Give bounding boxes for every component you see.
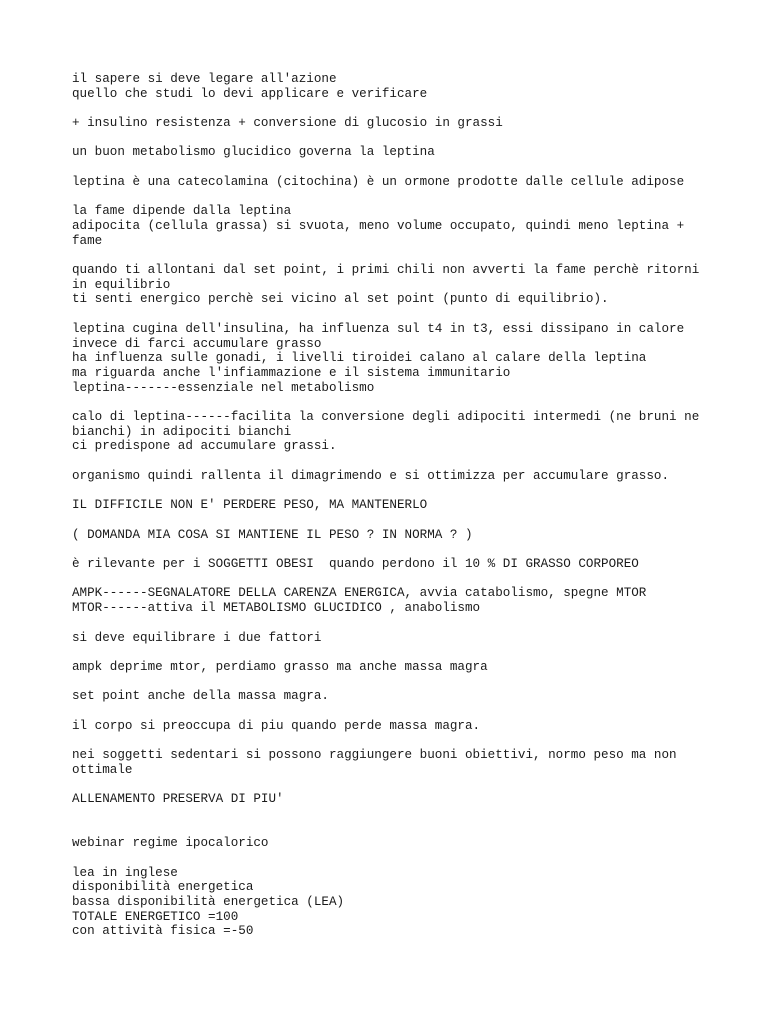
text-line: con attività fisica =-50 (72, 924, 254, 939)
text-line: un buon metabolismo glucidico governa la leptina (72, 145, 435, 160)
paragraph (72, 72, 712, 101)
text-line: bassa disponibilità energetica (LEA) (72, 895, 345, 910)
paragraph (72, 116, 712, 131)
text-line: il corpo si preoccupa di piu quando perde massa magra. (72, 718, 481, 733)
text-line: la fame dipende dalla leptina (72, 204, 292, 219)
paragraph (72, 528, 712, 543)
paragraph (72, 204, 712, 248)
blank-gap (72, 822, 712, 837)
paragraph (72, 322, 712, 396)
text-line: adipocita (cellula grassa) si svuota, meno volume occupato, quindi meno leptina + fame (72, 218, 692, 248)
text-line: leptina-------essenziale nel metabolismo (72, 380, 375, 395)
text-line: disponibilità energetica (72, 880, 254, 895)
paragraph (72, 660, 712, 675)
paragraph (72, 792, 712, 807)
text-line: quando ti allontani dal set point, i primi chili non avverti la fame perchè ritorni in equilibrio (72, 263, 707, 292)
text-line: il sapere si deve legare all'azione (72, 72, 337, 86)
document-page (72, 72, 712, 954)
text-line: organismo quindi rallenta il dimagrimendo e si ottimizza per accumulare grasso. (72, 468, 670, 483)
paragraph (72, 175, 712, 190)
paragraph (72, 748, 712, 777)
text-line: ALLENAMENTO PRESERVA DI PIU' (72, 792, 284, 807)
text-line: quello che studi lo devi applicare e verificare (72, 86, 428, 101)
paragraph (72, 557, 712, 572)
paragraph (72, 469, 712, 484)
paragraph (72, 836, 712, 851)
text-line: webinar regime ipocalorico (72, 836, 269, 851)
text-line: IL DIFFICILE NON E' PERDERE PESO, MA MANTENERLO (72, 498, 428, 513)
paragraph (72, 263, 712, 307)
paragraph (72, 498, 712, 513)
text-line: ha influenza sulle gonadi, i livelli tiroidei calano al calare della leptina (72, 351, 647, 366)
text-line: ( DOMANDA MIA COSA SI MANTIENE IL PESO ? IN NORMA ? ) (72, 527, 473, 542)
text-line: lea in inglese (72, 865, 178, 880)
text-line: set point anche della massa magra. (72, 689, 329, 704)
paragraph (72, 586, 712, 615)
text-line: ti senti energico perchè sei vicino al set point (punto di equilibrio). (72, 292, 609, 307)
text-line: ampk deprime mtor, perdiamo grasso ma anche massa magra (72, 659, 488, 674)
text-line: leptina cugina dell'insulina, ha influenza sul t4 in t3, essi dissipano in calore invece di farci accumulare grasso (72, 321, 692, 351)
paragraph (72, 410, 712, 454)
paragraph (72, 689, 712, 704)
paragraph (72, 145, 712, 160)
text-line: ma riguarda anche l'infiammazione e il sistema immunitario (72, 365, 511, 380)
paragraph (72, 719, 712, 734)
text-line: calo di leptina------facilita la conversione degli adipociti intermedi (ne bruni ne bianchi) in adipociti bianchi (72, 410, 707, 439)
text-line: TOTALE ENERGETICO =100 (72, 909, 239, 924)
text-line: MTOR------attiva il METABOLISMO GLUCIDICO , anabolismo (72, 601, 481, 616)
text-line: AMPK------SEGNALATORE DELLA CARENZA ENERGICA, avvia catabolismo, spegne MTOR (72, 586, 647, 601)
text-line: si deve equilibrare i due fattori (72, 630, 322, 645)
text-line: leptina è una catecolamina (citochina) è un ormone prodotte dalle cellule adipose (72, 174, 685, 189)
text-line: nei soggetti sedentari si possono raggiungere buoni obiettivi, normo peso ma non ottimale (72, 748, 685, 777)
text-line: è rilevante per i SOGGETTI OBESI quando perdono il 10 % DI GRASSO CORPOREO (72, 557, 639, 572)
paragraph (72, 866, 712, 940)
text-line: ci predispone ad accumulare grassi. (72, 439, 337, 454)
paragraph (72, 631, 712, 646)
text-line: + insulino resistenza + conversione di glucosio in grassi (72, 116, 503, 131)
